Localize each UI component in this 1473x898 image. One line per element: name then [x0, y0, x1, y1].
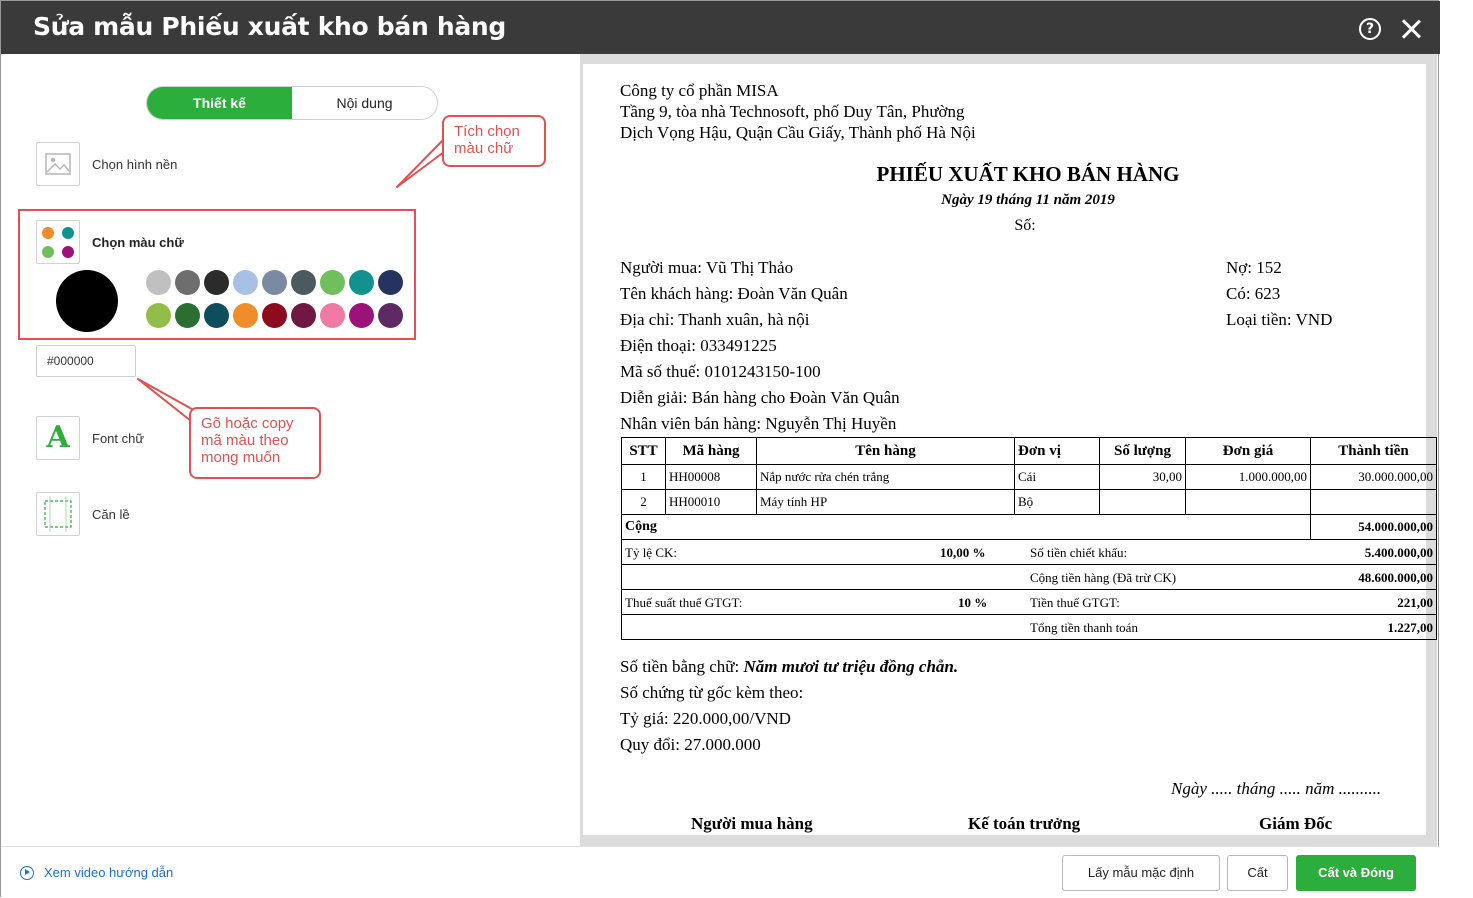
amount-words-label: Số tiền bằng chữ:: [620, 657, 740, 676]
dialog-footer: [1, 846, 1440, 898]
table-cell: Nắp nước rửa chén trắng: [757, 465, 1015, 490]
company-address-2: Dịch Vọng Hậu, Quận Cầu Giấy, Thành phố Hà Nội: [620, 123, 976, 142]
callout-type-code-text: Gõ hoặc copy mã màu theo mong muốn: [201, 415, 294, 466]
text-color-label: Chọn màu chữ: [92, 234, 184, 250]
vat-rate-value: 10 %: [958, 595, 988, 610]
discount-amount-label: Số tiền chiết khấu:: [1030, 545, 1128, 560]
dialog-title: Sửa mẫu Phiếu xuất kho bán hàng: [33, 12, 507, 41]
total-row: [622, 515, 1437, 540]
table-row: [622, 465, 1437, 490]
callout-type-code: [189, 407, 321, 479]
table-cell: Cái: [1015, 465, 1100, 490]
document-title: PHIẾU XUẤT KHO BÁN HÀNG: [876, 162, 1180, 186]
preview-area: [580, 54, 1437, 846]
net-row: [622, 565, 1437, 590]
amount-in-words: [620, 657, 958, 677]
col-header: STT: [622, 438, 666, 465]
font-icon: A: [36, 416, 80, 460]
default-template-button[interactable]: Lấy mẫu mặc định: [1062, 855, 1220, 891]
table-cell: 30,00: [1100, 465, 1186, 490]
exchange-rate-line: Tỷ giá: 220.000,00/VND: [620, 709, 791, 728]
grand-total-label: Tổng tiền thanh toán: [1030, 620, 1138, 635]
signer-director: Giám Đốc: [1259, 814, 1333, 833]
sign-date-line: Ngày ..... tháng ..... năm ..........: [1171, 779, 1382, 798]
total-label: Cộng: [622, 515, 1311, 540]
currency-line: Loại tiền: VND: [1226, 310, 1333, 329]
table-cell: [1100, 490, 1186, 515]
address-line: Địa chỉ: Thanh xuân, hà nội: [620, 310, 810, 329]
attached-docs-line: Số chứng từ gốc kèm theo:: [620, 683, 804, 702]
table-cell: [1186, 490, 1311, 515]
description-line: Diễn giải: Bán hàng cho Đoàn Văn Quân: [620, 388, 900, 407]
company-name: Công ty cổ phần MISA: [620, 81, 779, 100]
vat-amount-value: 221,00: [1397, 595, 1433, 610]
col-header: Đơn vị: [1015, 438, 1100, 465]
col-header: Tên hàng: [757, 438, 1015, 465]
salesperson-line: Nhân viên bán hàng: Nguyễn Thị Huyền: [620, 414, 897, 433]
buyer-line: Người mua: Vũ Thị Thảo: [620, 258, 794, 277]
play-icon: [20, 866, 34, 880]
hex-color-input[interactable]: #000000: [36, 345, 136, 377]
close-icon[interactable]: [1399, 17, 1423, 41]
video-guide-link[interactable]: [20, 865, 173, 880]
phone-line: Điện thoại: 033491225: [620, 336, 777, 355]
credit-line: Có: 623: [1226, 284, 1281, 303]
vat-row: [622, 590, 1437, 615]
background-option-label: Chọn hình nền: [92, 156, 178, 172]
table-cell: 1.000.000,00: [1186, 465, 1311, 490]
signer-buyer: Người mua hàng: [691, 814, 813, 833]
items-table: [621, 437, 1437, 640]
discount-rate-label: Tỷ lệ CK:: [625, 545, 677, 560]
tab-design[interactable]: Thiết kế: [147, 87, 292, 119]
discount-amount-value: 5.400.000,00: [1364, 545, 1433, 560]
document-number: Số:: [1014, 217, 1036, 234]
document-preview: [583, 64, 1433, 835]
net-value: 48.600.000,00: [1358, 570, 1433, 585]
video-guide-label: Xem video hướng dẫn: [44, 865, 174, 880]
debit-line: Nợ: 152: [1226, 258, 1282, 277]
discount-row: [622, 540, 1437, 565]
total-value: 54.000.000,00: [1311, 515, 1437, 540]
margin-option-label: Căn lề: [92, 506, 130, 522]
table-cell: HH00008: [666, 465, 757, 490]
table-cell: Máy tính HP: [757, 490, 1015, 515]
table-cell: 2: [622, 490, 666, 515]
table-cell: HH00010: [666, 490, 757, 515]
table-cell: 30.000.000,00: [1311, 465, 1437, 490]
table-cell: Bộ: [1015, 490, 1100, 515]
net-label: Cộng tiền hàng (Đã trừ CK): [1030, 570, 1177, 585]
table-row: [622, 490, 1437, 515]
table-cell: [1311, 490, 1437, 515]
help-icon[interactable]: ?: [1359, 18, 1381, 40]
grand-total-value: 1.227,00: [1387, 620, 1433, 635]
vat-rate-label: Thuế suất thuế GTGT:: [625, 595, 743, 610]
converted-line: Quy đổi: 27.000.000: [620, 735, 761, 754]
col-header: Mã hàng: [666, 438, 757, 465]
table-header-row: [622, 438, 1437, 465]
save-and-close-button[interactable]: Cất và Đóng: [1296, 855, 1416, 891]
col-header: Đơn giá: [1186, 438, 1311, 465]
callout-pick-color: [442, 115, 546, 167]
tax-code-line: Mã số thuế: 0101243150-100: [620, 362, 821, 381]
amount-words-value: Năm mươi tư triệu đồng chẵn.: [743, 657, 959, 676]
customer-line: Tên khách hàng: Đoàn Văn Quân: [620, 284, 848, 303]
tab-content[interactable]: Nội dung: [336, 95, 393, 111]
col-header: Số lượng: [1100, 438, 1186, 465]
save-button[interactable]: Cất: [1227, 855, 1288, 891]
company-address-1: Tầng 9, tòa nhà Technosoft, phố Duy Tân, Phường: [620, 102, 965, 121]
font-option-label: Font chữ: [92, 430, 145, 446]
col-header: Thành tiền: [1311, 438, 1437, 465]
vat-amount-label: Tiền thuế GTGT:: [1030, 595, 1120, 610]
discount-rate-value: 10,00 %: [940, 545, 986, 560]
table-cell: 1: [622, 465, 666, 490]
document-date: Ngày 19 tháng 11 năm 2019: [941, 192, 1115, 208]
grand-total-row: [622, 615, 1437, 640]
signer-chief-accountant: Kế toán trưởng: [968, 814, 1081, 833]
callout-pick-color-text: Tích chọn màu chữ: [454, 123, 520, 157]
